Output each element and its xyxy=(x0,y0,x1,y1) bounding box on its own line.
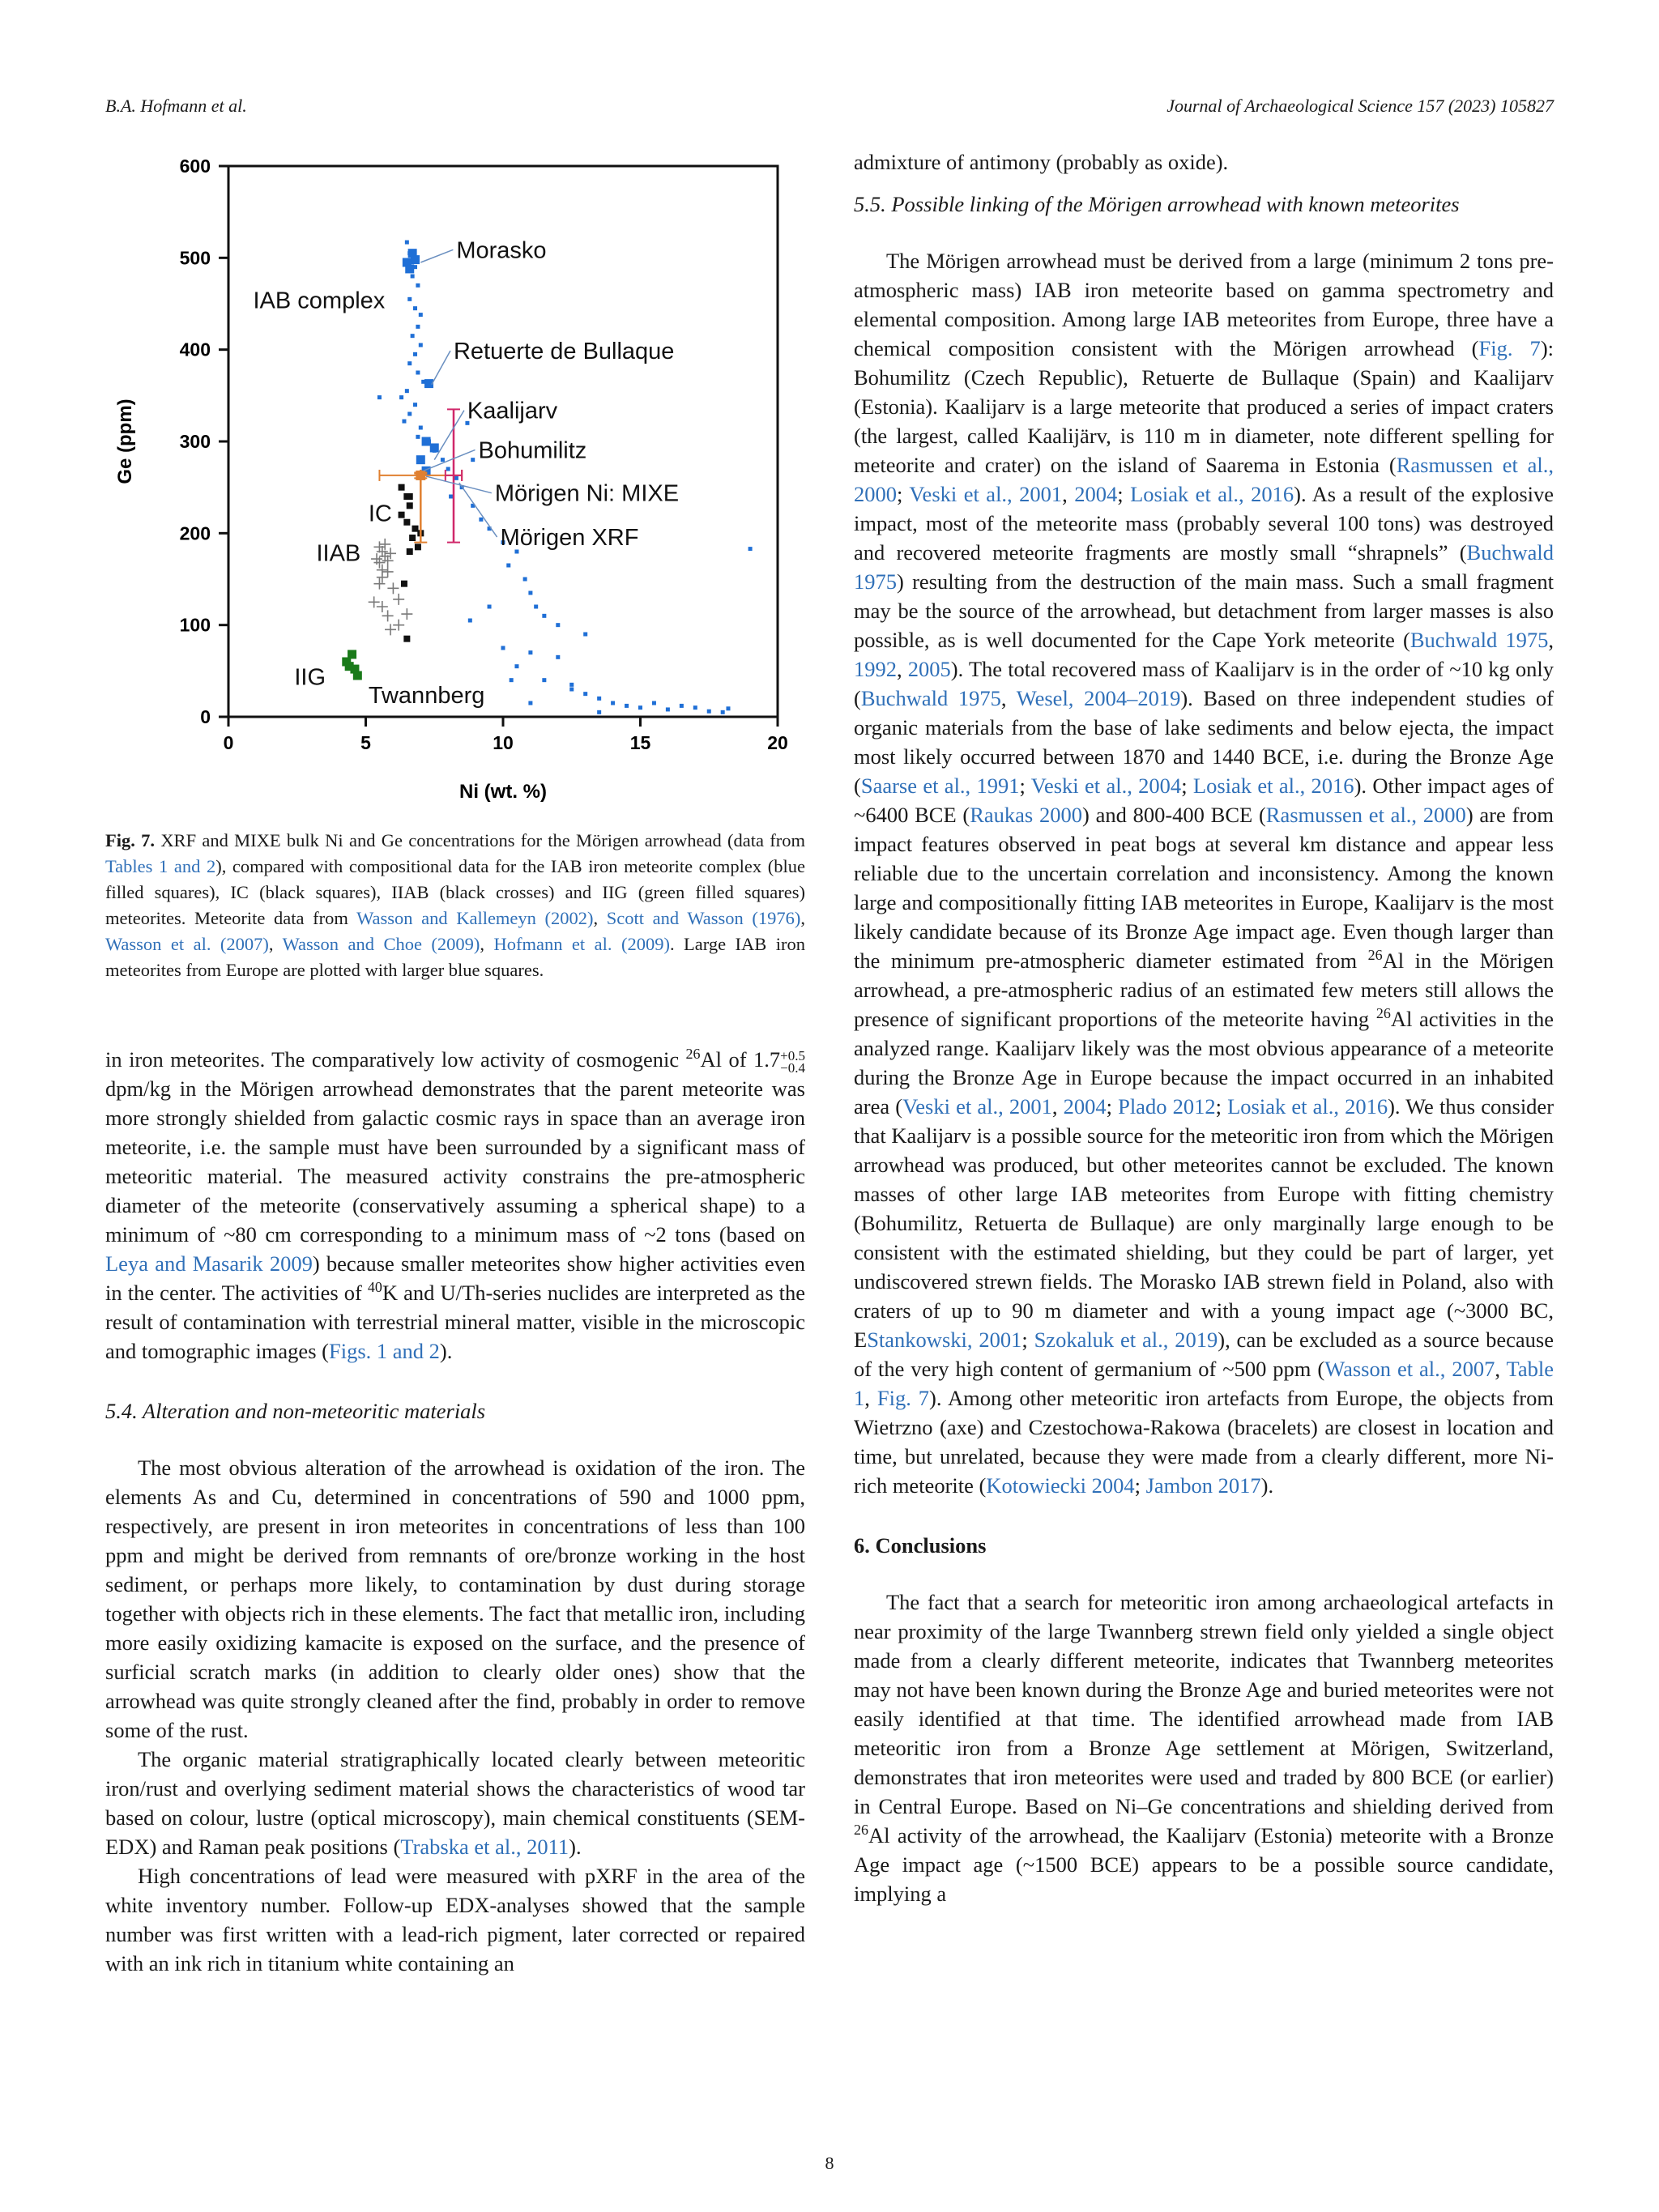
data-point-iab-complex xyxy=(583,692,587,696)
ref-link[interactable]: Veski et al., 2001 xyxy=(909,482,1063,506)
caption-text: , xyxy=(593,908,607,928)
page-number: 8 xyxy=(825,2153,834,2173)
ref-link[interactable]: Buchwald 1975 xyxy=(854,540,1554,594)
data-point-iab-complex xyxy=(377,395,382,399)
ref-link[interactable]: 1992 xyxy=(854,657,897,681)
data-point-iab-complex xyxy=(413,352,417,356)
data-point-ic xyxy=(415,543,421,550)
data-point-iab-complex xyxy=(528,701,532,705)
paragraph: The organic material stratigraphically located clearly between meteoritic iron/rust and overlying sediment material shows the characteristics of wood tar based on colour, lustre (optical microscopy), main chemical constituents (SEM-EDX) and Raman peak positions (Trabska et al., 2011). xyxy=(105,1747,805,1859)
data-point-iab-complex xyxy=(748,547,753,551)
data-point-iab-complex xyxy=(416,283,420,288)
data-point-iab-complex xyxy=(726,706,730,710)
data-point-iab-complex xyxy=(419,343,423,347)
data-point-iab-complex xyxy=(693,705,697,710)
data-point-iab-complex xyxy=(446,467,450,471)
ref-link[interactable]: Hofmann et al. (2009) xyxy=(493,934,670,954)
caption-text: . Large IAB iron meteorites from Europe are plotted with larger blue squares. xyxy=(105,934,805,980)
data-point-ic xyxy=(407,548,413,555)
running-header-journal[interactable]: Journal of Archaeological Science 157 (2023) 105827 xyxy=(1166,96,1554,116)
caption-text: , xyxy=(480,934,494,954)
ref-link[interactable]: Leya and Masarik 2009 xyxy=(105,1251,313,1276)
ref-link[interactable]: Veski et al., 2004 xyxy=(1030,774,1182,798)
ref-link[interactable]: Wesel, 2004–2019 xyxy=(1016,686,1181,710)
ref-link[interactable]: Jambon 2017 xyxy=(1145,1473,1261,1498)
ref-link[interactable]: Scott and Wasson (1976) xyxy=(606,908,801,928)
y-tick-label: 600 xyxy=(179,156,211,177)
annotation-leader xyxy=(434,411,464,460)
ref-link[interactable]: Wasson and Choe (2009) xyxy=(282,934,480,954)
y-axis-label: Ge (ppm) xyxy=(114,399,136,484)
y-tick-label: 100 xyxy=(179,614,211,636)
ref-link[interactable]: Wasson and Kallemeyn (2002) xyxy=(356,908,594,928)
ref-link[interactable]: Fig. 7 xyxy=(1478,336,1541,360)
figure-7-chart xyxy=(105,146,805,810)
ref-link[interactable]: 2004 xyxy=(1074,482,1118,506)
data-point-iab-complex xyxy=(407,361,412,365)
data-point-iab-complex xyxy=(528,650,532,654)
paragraph: The Mörigen arrowhead must be derived from a large (minimum 2 tons pre-atmospheric mass) IAB iron meteorite based on gamma spectrometry and elemental composition. Among large IAB meteorites from Europe, three have a chemical composition consistent with the Mörigen arrowhead (Fig. 7): Bohumilitz (Czech Republic), Retuerte de Bullaque (Spain) and Kaalijarv (Estonia). Kaalijarv is a large meteorite that produced a series of impact craters (the largest, called Kaalijärv, is 110 m in diameter, note different spelling for meteorite and crater) on the island of Saarema in Estonia (Rasmussen et al., 2000; Veski et al., 2001, 2004; Losiak et al., 2016). As a result of the explosive impact, most of the meteorite mass (probably several 100 tons) was destroyed and recovered meteorite fragments are mostly small “shrapnels” (Buchwald 1975) resulting from the destruction of the main mass. Such a small fragment may be the source of the arrowhead, but detachment from larger masses is also possible, as is well documented for the Cape York meteorite (Buchwald 1975, 1992, 2005). The total recovered mass of Kaalijarv is in the order of ~10 kg only (Buchwald 1975, Wesel, 2004–2019). Based on three independent studies of organic materials from the base of lake sediments and below ejecta, the impact most likely occurred between 1870 and 1440 BCE, i.e. during the Bronze Age (Saarse et al., 1991; Veski et al., 2004; Losiak et al., 2016). Other impact ages of ~6400 BCE (Raukas 2000) and 800-400 BCE (Rasmussen et al., 2000) are from impact features observed in peat bogs at several km distance and appear less reliable due to the uncertain correlation and inconsistency. Among the known large and compositionally fitting IAB meteorites in Europe, Kaalijarv is the most likely candidate because of its Bronze Age impact age. Even though larger than the minimum pre-atmospheric diameter estimated from $^{26}$Al in the Mörigen arrowhead, a pre-atmospheric radius of an estimated few meters still allows the presence of significant proportions of the meteorite having $^{26}$Al activities in the analyzed range. Kaalijarv likely was the most obvious appearance of a meteorite during the Bronze Age in Europe because the impact occurred in an inhabited area (Veski et al., 2001, 2004; Plado 2012; Losiak et al., 2016). We thus consider that Kaalijarv is a possible source for the meteoritic iron from which the Mörigen arrowhead was produced, but other meteorites cannot be excluded. The known masses of other large IAB meteorites from Europe with fitting chemistry (Bohumilitz, Retuerta de Bullaque) are only marginally large enough to be consistent with the estimated shielding, but they could be part of larger, yet undiscovered strewn fields. The Morasko IAB strewn field in Poland, also with craters of up to 90 m diameter and with a young impact age (~3000 BC, EStankowski, 2001; Szokaluk et al., 2019), can be excluded as a source because of the very high content of germanium of ~500 ppm (Wasson et al., 2007, Table 1, Fig. 7). Among other meteoritic iron artefacts from Europe, the objects from Wietrzno (axe) and Czestochowa-Rakowa (bracelets) are closest in location and time, but unrelated, because they were made from a clearly different, more Ni-rich meteorite (Kotowiecki 2004; Jambon 2017). xyxy=(854,249,1555,1498)
data-point-iab-complex xyxy=(680,704,684,708)
paragraph: admixture of antimony (probably as oxide). xyxy=(854,150,1229,174)
data-point-iab-complex xyxy=(413,306,417,310)
annotation-label: IC xyxy=(368,501,392,527)
data-point-iab-complex xyxy=(479,518,483,522)
data-point-ic xyxy=(399,512,405,518)
ref-link[interactable]: Wasson et al., 2007 xyxy=(1324,1357,1495,1381)
data-point-iab-complex xyxy=(407,412,412,416)
data-point-iab-complex xyxy=(468,619,472,623)
data-point-ic xyxy=(407,502,413,509)
section-heading-6: 6. Conclusions xyxy=(854,1533,987,1558)
annotation-label: Twannberg xyxy=(368,683,485,709)
data-point-iiab xyxy=(379,539,390,550)
running-header-authors: B.A. Hofmann et al. xyxy=(105,96,247,116)
data-point-iiab xyxy=(387,582,399,594)
ref-link[interactable]: Losiak et al., 2016 xyxy=(1192,774,1354,798)
data-point-iab-complex xyxy=(611,701,615,705)
data-point-iiab xyxy=(373,578,385,590)
y-tick-label: 300 xyxy=(179,431,211,452)
paragraph: The fact that a search for meteoritic iron among archaeological artefacts in near proximity of the large Twannberg strewn field only yielded a single object made from a clearly different meteorite, indicates that Twannberg meteorites may not have been known during the Bronze Age and buried meteorites were not easily identified at that time. The identified arrowhead made from IAB meteoritic iron from a Bronze Age settlement at Mörigen, Switzerland, demonstrates that iron meteorites were used and traded by 800 BCE (or earlier) in Central Europe. Based on Ni–Ge concentrations and shielding derived from $^{26}$Al activity of the arrowhead, the Kaalijarv (Estonia) meteorite with a Bronze Age impact age (~1500 BCE) appears to be a possible source candidate, implying a xyxy=(854,1590,1554,1906)
x-tick-label: 20 xyxy=(767,732,788,753)
data-point-iab-complex xyxy=(638,705,642,710)
data-point-iab-complex xyxy=(413,403,417,407)
data-point-iab-complex xyxy=(556,655,560,659)
data-point-iab-complex xyxy=(419,313,423,317)
ref-link[interactable]: Rasmussen et al., 2000 xyxy=(854,453,1555,506)
ref-link[interactable]: Tables 1 and 2 xyxy=(105,856,216,876)
data-point-iab-complex xyxy=(471,458,475,462)
caption-text: , xyxy=(268,934,283,954)
data-point-iab-complex xyxy=(528,591,532,595)
data-point-iiab xyxy=(393,594,404,605)
ref-link[interactable]: 2004 xyxy=(1063,1094,1107,1119)
ref-link[interactable]: Saarse et al., 1991 xyxy=(860,774,1020,798)
data-point-iab-complex xyxy=(534,605,538,609)
section-heading-5-4: 5.4. Alteration and non-meteoritic materials xyxy=(105,1399,486,1423)
data-point-iab-complex xyxy=(597,697,601,701)
annotation-label: Mörigen Ni: MIXE xyxy=(494,480,680,507)
data-point-iab-complex xyxy=(569,688,574,692)
paragraph: High concentrations of lead were measured with pXRF in the area of the white inventory number. Follow-up EDX-analyses showed that the sample number was first written with a lead-rich pigment, later corrected or repaired with an ink rich in titanium white containing an xyxy=(105,1864,805,1975)
ref-link[interactable]: Kotowiecki 2004 xyxy=(986,1473,1135,1498)
figure-caption xyxy=(105,828,805,983)
data-point-iab-complex xyxy=(411,275,415,279)
data-point-iab-complex xyxy=(416,371,420,375)
data-point-ic xyxy=(403,519,410,526)
data-point-iab-complex xyxy=(449,495,453,499)
data-point-iab-complex xyxy=(721,710,725,714)
data-point-iab-complex xyxy=(501,646,505,650)
data-point-ic xyxy=(409,535,416,541)
y-tick-label: 200 xyxy=(179,522,211,544)
annotation-label: Mörigen XRF xyxy=(500,525,639,552)
section-heading-5-5: 5.5. Possible linking of the Mörigen arrowhead with known meteorites xyxy=(854,192,1460,216)
ref-link[interactable]: Figs. 1 and 2 xyxy=(328,1339,440,1363)
data-point-iig xyxy=(342,658,351,667)
data-point-iab-complex xyxy=(405,241,409,245)
ref-link[interactable]: Losiak et al., 2016 xyxy=(1130,482,1294,506)
data-point-iab-complex xyxy=(416,325,420,329)
annotation-label: IIG xyxy=(294,664,326,691)
data-point-iab-complex xyxy=(569,683,574,687)
paragraph: The most obvious alteration of the arrowhead is oxidation of the iron. The elements As and Cu, determined in concentrations of 590 and 1000 ppm, respectively, are present in iron meteorites in concentrations of less than 100 ppm and might be derived from remnants of ore/bronze working in the host sediment, or perhaps more likely, to contamination by dust during storage together with objects rich in these elements. The fact that metallic iron, including more easily oxidizing kamacite is exposed on the surface, and the presence of surficial scratch marks (in addition to clearly older ones) show that the arrowhead was quite strongly cleaned after the find, probably in order to remove some of the rust. xyxy=(105,1455,805,1742)
data-point-iab-complex xyxy=(556,623,560,627)
data-point-iiab xyxy=(401,608,412,620)
data-point-ic xyxy=(407,493,413,500)
data-point-large-european-iab xyxy=(422,437,431,446)
data-point-large-european-iab xyxy=(405,264,414,273)
data-point-iab-complex xyxy=(441,458,445,462)
data-point-iab-complex xyxy=(399,395,403,399)
annotation-label: Bohumilitz xyxy=(478,437,587,464)
data-point-iiab xyxy=(385,548,396,559)
data-point-large-european-iab xyxy=(416,455,425,464)
data-point-iab-complex xyxy=(542,678,546,682)
data-point-iiab xyxy=(382,610,394,621)
caption-text: ), compared with compositional data for the IAB iron meteorite complex (blue filled squares), IC (black squares), IIAB (black crosses) and IIG (green filled squares) meteorites. Meteorite data from xyxy=(105,856,805,928)
ref-link[interactable]: Raukas 2000 xyxy=(970,803,1082,827)
left-column xyxy=(105,1045,805,1978)
data-point-ic xyxy=(401,581,407,587)
paragraph: in iron meteorites. The comparatively low activity of cosmogenic $^{26}$Al of 1.7 +0.5 −0.4 dpm/kg in the Mörigen arrowhead demonstrates that the parent meteorite was more strongly shielded from galactic cosmic rays in space than an average iron meteorite, i.e. the sample must have been surrounded by a significant mass of meteoritic material. The measured activity constrains the pre-atmospheric diameter of the meteorite (conservatively assuming a spherical shape) to a minimum of ~80 cm corresponding to a minimum mass of ~2 tons (based on Leya and Masarik 2009) because smaller meteorites show higher activities even in the center. The activities of $^{40}$K and U/Th-series nuclides are interpreted as the result of contamination with terrestrial mineral matter, visible in the microscopic and tomographic images (Figs. 1 and 2). xyxy=(105,1046,805,1363)
data-point-iab-complex xyxy=(583,633,587,637)
ref-link[interactable]: Losiak et al., 2016 xyxy=(1227,1094,1388,1119)
ref-link[interactable]: Trabska et al., 2011 xyxy=(400,1835,569,1859)
data-point-iab-complex xyxy=(523,578,527,582)
ref-link[interactable]: Fig. 7 xyxy=(876,1386,930,1410)
data-point-ic xyxy=(403,636,410,642)
y-tick-label: 0 xyxy=(200,706,211,727)
ref-link[interactable]: Szokaluk et al., 2019 xyxy=(1034,1328,1218,1352)
annotation-label: IIAB xyxy=(316,540,361,567)
annotation-label: Morasko xyxy=(456,237,547,264)
data-point-ic xyxy=(399,484,405,491)
annotation-leader xyxy=(426,476,492,493)
data-point-morigen-mixe xyxy=(416,471,425,480)
data-point-large-european-iab xyxy=(430,443,439,452)
caption-label: Fig. 7. xyxy=(105,830,156,850)
ref-link[interactable]: Veski et al., 2001 xyxy=(902,1094,1052,1119)
data-point-iab-complex xyxy=(411,334,415,338)
data-point-iab-complex xyxy=(625,704,629,708)
annotation-label: IAB complex xyxy=(253,288,386,314)
data-point-iab-complex xyxy=(407,297,412,301)
x-tick-label: 10 xyxy=(493,732,514,753)
annotation-leader xyxy=(459,483,497,537)
y-tick-label: 500 xyxy=(179,247,211,269)
x-axis-label: Ni (wt. %) xyxy=(459,781,547,803)
annotation-leader xyxy=(432,351,450,385)
right-column xyxy=(854,147,1554,1908)
data-point-iab-complex xyxy=(416,435,420,439)
ref-link[interactable]: Buchwald 1975 xyxy=(1410,628,1549,652)
data-point-iab-complex xyxy=(597,710,601,714)
annotation-leader xyxy=(420,249,453,262)
ref-link[interactable]: Table 1 xyxy=(854,1357,1554,1410)
data-point-iab-complex xyxy=(514,664,518,668)
data-point-iiab xyxy=(382,566,394,578)
data-point-iab-complex xyxy=(506,564,510,568)
data-point-iab-complex xyxy=(488,605,492,609)
caption-text: , xyxy=(800,908,805,928)
ref-link[interactable]: Plado 2012 xyxy=(1118,1094,1216,1119)
data-point-large-european-iab xyxy=(411,255,420,264)
annotation-label: Retuerte de Bullaque xyxy=(453,339,675,364)
data-point-iig xyxy=(353,671,362,680)
data-point-iab-complex xyxy=(666,707,670,711)
data-point-iab-complex xyxy=(402,420,406,424)
data-point-iab-complex xyxy=(419,426,423,430)
uncertainty-fraction: +0.5 −0.4 xyxy=(780,1047,805,1076)
data-point-iab-complex xyxy=(510,678,514,682)
x-tick-label: 0 xyxy=(223,732,234,753)
data-point-iiab xyxy=(377,572,388,583)
caption-text: XRF and MIXE bulk Ni and Ge concentrations for the Mörigen arrowhead (data from xyxy=(155,830,805,850)
data-point-iab-complex xyxy=(405,389,409,393)
ref-link[interactable]: 2005 xyxy=(907,657,951,681)
ref-link[interactable]: Stankowski, 2001 xyxy=(867,1328,1022,1352)
data-point-iab-complex xyxy=(652,701,656,705)
x-tick-label: 5 xyxy=(360,732,371,753)
ref-link[interactable]: Rasmussen et al., 2000 xyxy=(1265,803,1466,827)
data-point-iab-complex xyxy=(542,614,546,618)
y-tick-label: 400 xyxy=(179,339,211,360)
ref-link[interactable]: Wasson et al. (2007) xyxy=(105,934,269,954)
annotation-label: Kaalijarv xyxy=(467,398,558,424)
data-point-iab-complex xyxy=(707,710,711,714)
data-point-iab-complex xyxy=(454,476,458,480)
ref-link[interactable]: Buchwald 1975 xyxy=(860,686,1001,710)
x-tick-label: 15 xyxy=(629,732,651,753)
